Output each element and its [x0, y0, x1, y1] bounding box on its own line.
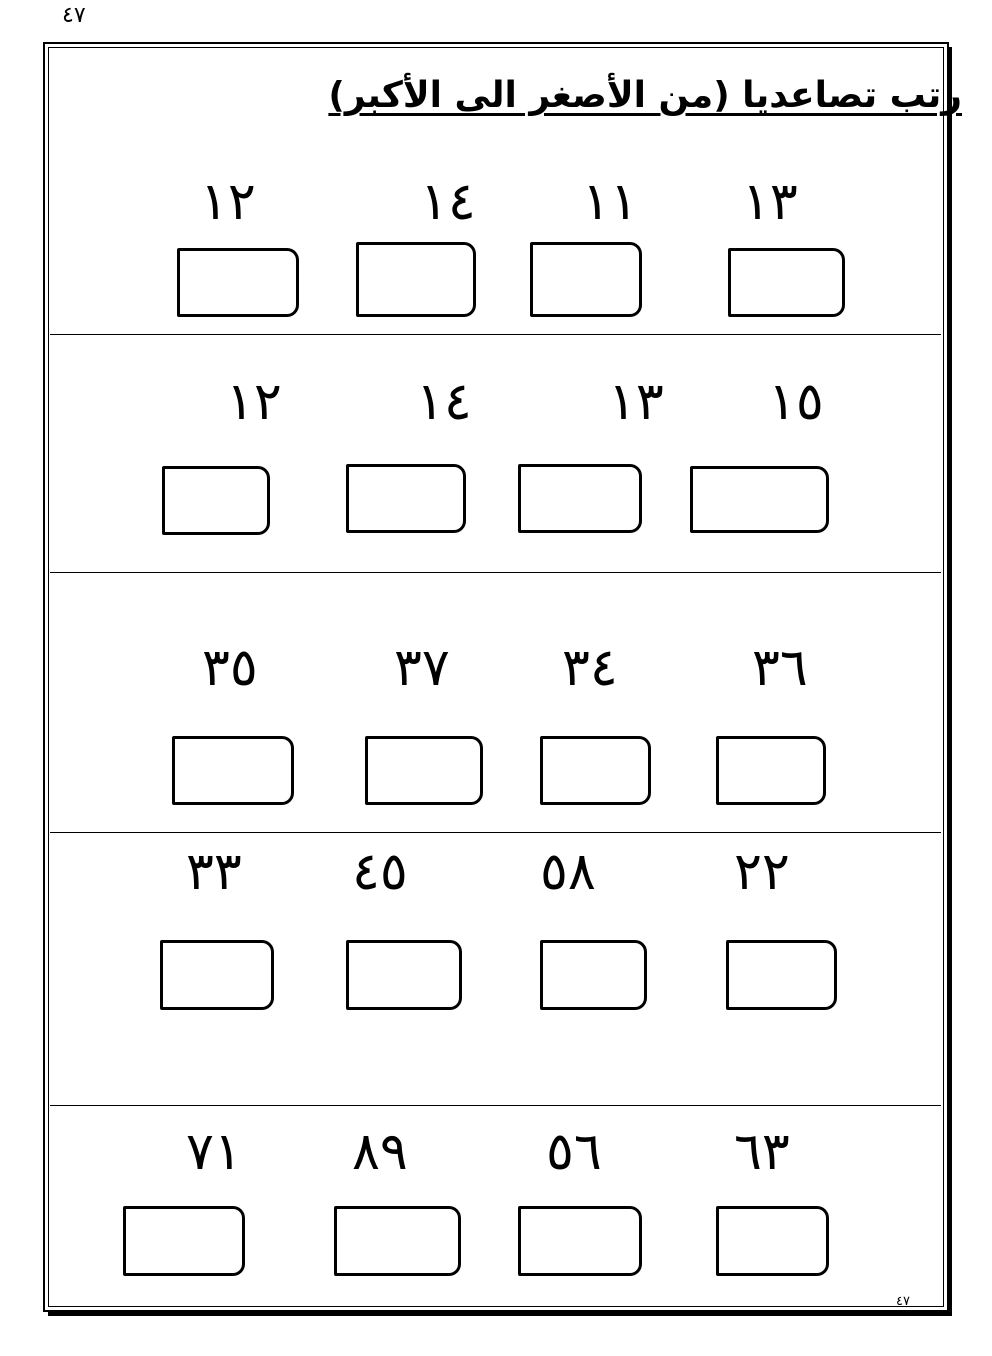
- answer-box[interactable]: [540, 736, 651, 805]
- number-label: ٣٤: [562, 638, 618, 698]
- number-label: ١٤: [420, 172, 476, 232]
- answer-box[interactable]: [716, 736, 826, 805]
- number-label: ١٢: [200, 172, 256, 232]
- number-label: ٢٢: [734, 842, 790, 902]
- answer-box[interactable]: [160, 940, 274, 1010]
- answer-box[interactable]: [365, 736, 483, 805]
- number-label: ٨٩: [352, 1122, 408, 1182]
- answer-box[interactable]: [726, 940, 837, 1010]
- answer-box[interactable]: [530, 242, 642, 317]
- number-label: ٤٥: [352, 842, 408, 902]
- row-divider: [50, 334, 941, 335]
- number-label: ١١: [582, 172, 638, 232]
- number-label: ٥٦: [546, 1122, 602, 1182]
- row-divider: [50, 1105, 941, 1106]
- number-label: ١٣: [608, 372, 664, 432]
- number-label: ٥٨: [540, 842, 596, 902]
- answer-box[interactable]: [123, 1206, 245, 1276]
- number-label: ١٤: [416, 372, 472, 432]
- page-number-top: ٤٧: [62, 3, 86, 28]
- number-label: ١٣: [742, 172, 798, 232]
- number-label: ٦٣: [734, 1122, 790, 1182]
- worksheet-frame-inner: [48, 47, 944, 1307]
- row-divider: [50, 832, 941, 833]
- answer-box[interactable]: [716, 1206, 829, 1276]
- answer-box[interactable]: [518, 1206, 642, 1276]
- answer-box[interactable]: [346, 940, 462, 1010]
- number-label: ١٥: [768, 372, 824, 432]
- answer-box[interactable]: [356, 242, 476, 317]
- answer-box[interactable]: [334, 1206, 461, 1276]
- answer-box[interactable]: [690, 466, 829, 533]
- answer-box[interactable]: [177, 248, 299, 317]
- row-divider: [50, 572, 941, 573]
- answer-box[interactable]: [162, 466, 270, 535]
- answer-box[interactable]: [518, 464, 642, 533]
- answer-box[interactable]: [540, 940, 647, 1010]
- number-label: ١٢: [226, 372, 282, 432]
- worksheet-title: رتب تصاعديا (من الأصغر الى الأكبر): [328, 75, 962, 116]
- number-label: ٣٣: [186, 842, 242, 902]
- number-label: ٣٥: [202, 638, 258, 698]
- worksheet-frame: [43, 42, 949, 1312]
- page-number-bottom: ٤٧: [896, 1294, 910, 1309]
- answer-box[interactable]: [346, 464, 466, 533]
- number-label: ٣٦: [752, 638, 808, 698]
- answer-box[interactable]: [172, 736, 294, 805]
- number-label: ٧١: [186, 1122, 242, 1182]
- number-label: ٣٧: [394, 638, 450, 698]
- answer-box[interactable]: [728, 248, 845, 317]
